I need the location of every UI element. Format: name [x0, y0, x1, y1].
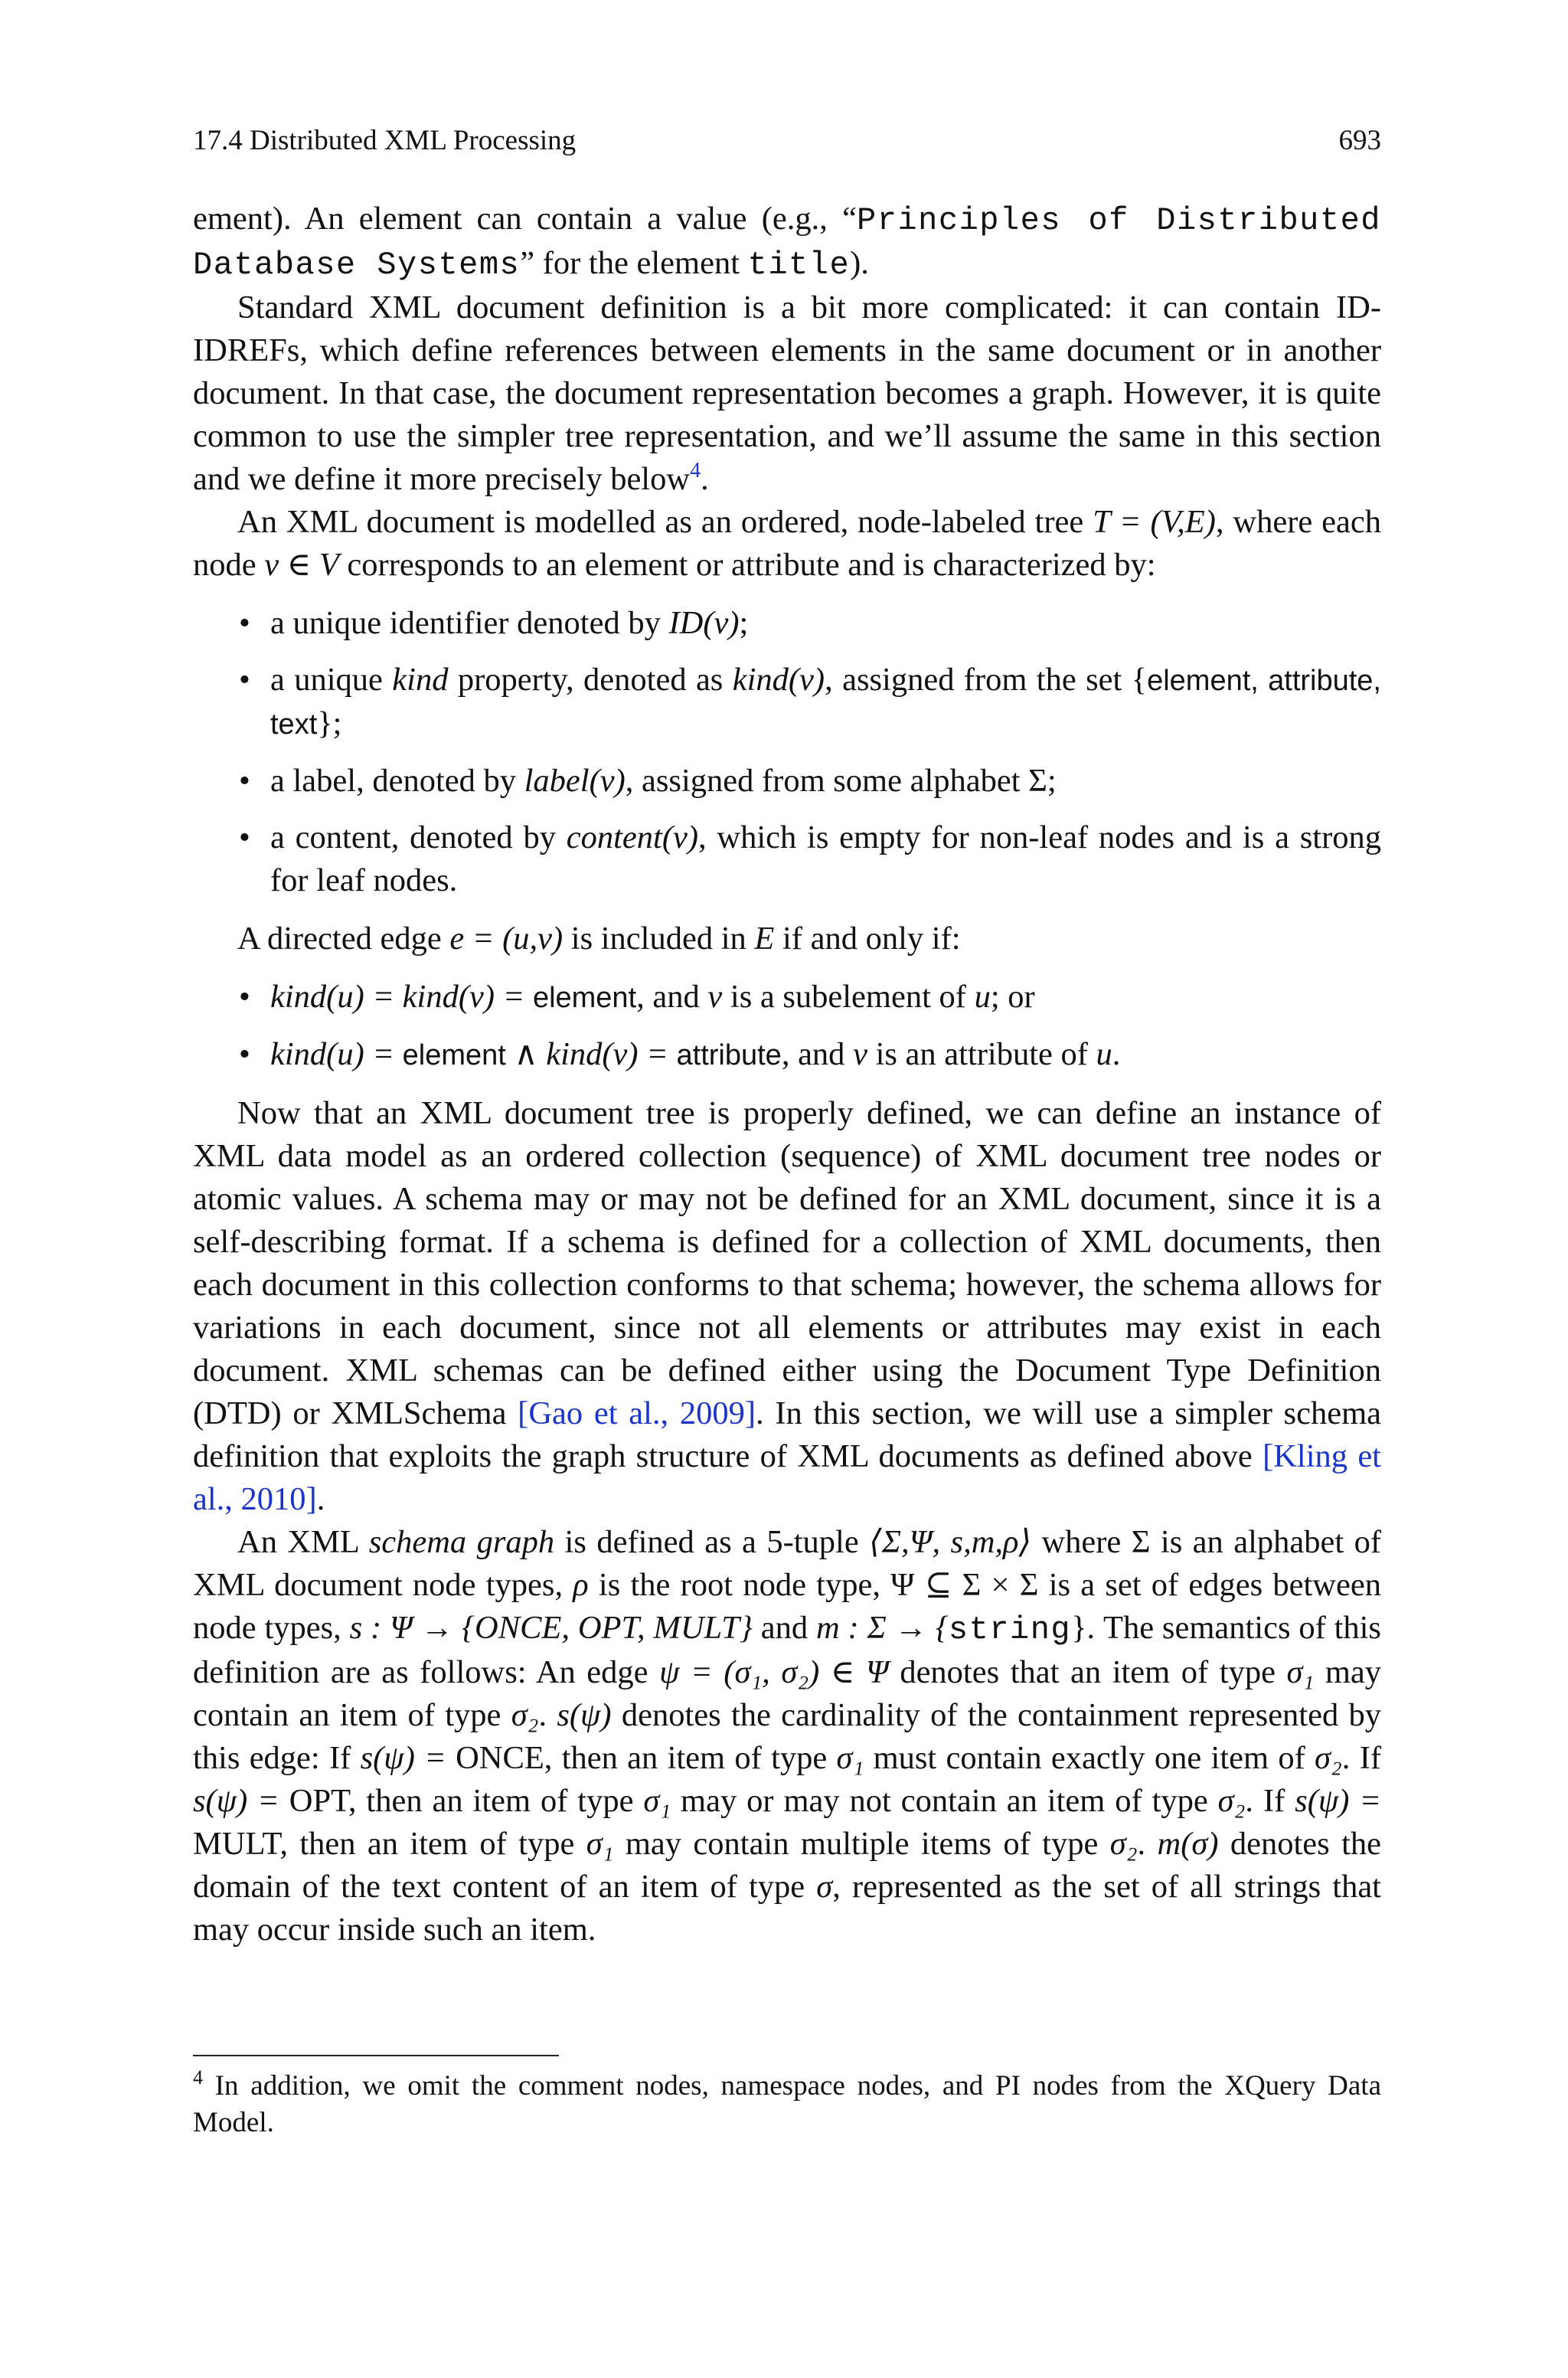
node-properties-list	[193, 602, 1381, 902]
term-schema-graph: schema graph	[368, 1524, 555, 1560]
citation-kling-2010[interactable]: [Kling et al., 2010]	[193, 1438, 1381, 1517]
footnote	[193, 2068, 1381, 2141]
list-item: • a unique identifier denoted by ID(v);	[193, 602, 1381, 645]
code-title-element: title	[747, 247, 851, 283]
footnote-reference[interactable]: 4	[690, 459, 701, 482]
list-item: • kind(u) = element ∧ kind(v) = attribute, and v is an attribute of u.	[193, 1033, 1381, 1077]
footnote-divider	[193, 2055, 559, 2056]
section-title: 17.4 Distributed XML Processing	[193, 125, 577, 156]
paragraph-schema-graph: An XML schema graph is defined as a 5-tuple ⟨Σ,Ψ, s,m,ρ⟩ where Σ is an alphabet of XML document node types, ρ is the root node type, Ψ ⊆ Σ × Σ is a set of edges between node types, s : Ψ → {ONCE, OPT, MULT} and m : Σ → {string}. The semantics of this definition are as follows: An edge ψ = (σ₁, σ₂) ∈ Ψ denotes that an item of type σ₁ may contain an item of type σ₂. s(ψ) denotes the cardinality of the containment represented by this edge: If s(ψ) = ONCE, then an item of type σ₁ must contain exactly one item of σ₂. If s(ψ) = OPT, then an item of type σ₁ may or may not contain an item of type σ₂. If s(ψ) = MULT, then an item of type σ₁ may contain multiple items of type σ₂. m(σ) denotes the domain of the text content of an item of type σ, represented as the set of all strings that may occur inside such an item.	[193, 1524, 1382, 1948]
code-book-title: Principles of Distributed Database Systems	[193, 202, 1381, 283]
citation-gao-2009[interactable]: [Gao et al., 2009]	[518, 1395, 756, 1431]
list-item: • kind(u) = kind(v) = element, and v is a subelement of u; or	[193, 976, 1381, 1019]
footnote-text: In addition, we omit the comment nodes, namespace nodes, and PI nodes from the XQuery Data Model.	[193, 2070, 1381, 2138]
page-body	[193, 198, 1381, 1951]
paragraph-data-model: Now that an XML document tree is properly defined, we can define an instance of XML data model as an ordered collection (sequence) of XML document tree nodes or atomic values. A schema may or may not be defined for an XML document, since it is a self-describing format. If a schema is defined for a collection of XML documents, then each document in this collection conforms to that schema; however, the schema allows for variations in each document, since not all elements or attributes may exist in each document. XML schemas can be defined either using the Document Type Definition (DTD) or XMLSchema [Gao et al., 2009]. In this section, we will use a simpler schema definition that exploits the graph structure of XML documents as defined above [Kling et al., 2010].	[193, 1095, 1381, 1517]
paragraph-tree-definition: An XML document is modelled as an ordered, node-labeled tree T = (V,E), where each node v ∈ V corresponds to an element or attribute and is characterized by:	[193, 504, 1381, 583]
list-item: • a unique kind property, denoted as kind(v), assigned from the set {element, attribute, text};	[193, 659, 1381, 746]
list-item: • a label, denoted by label(v), assigned from some alphabet Σ;	[193, 760, 1381, 803]
paragraph-continued: ement). An element can contain a value (e.g., “Principles of Distributed Database Systems” for the element title).	[193, 201, 1381, 283]
page-number: 693	[1338, 125, 1381, 156]
paragraph-idrefs: Standard XML document definition is a bit more complicated: it can contain ID-IDREFs, which define references between elements in the same document or in another document. In that case, the document representation becomes a graph. However, it is quite common to use the simpler tree representation, and we’ll assume the same in this section and we define it more precisely below$^4$.	[193, 289, 1381, 497]
footnote-mark: 4	[193, 2066, 203, 2089]
paragraph-edge-definition: A directed edge e = (u,v) is included in E if and only if:	[237, 921, 961, 957]
edge-conditions-list	[193, 976, 1381, 1077]
math-tree: T = (V,E)	[1093, 504, 1216, 540]
math-node: v ∈ V	[264, 547, 339, 583]
list-item: • a content, denoted by content(v), which is empty for non-leaf nodes and is a strong for leaf nodes.	[193, 816, 1381, 902]
